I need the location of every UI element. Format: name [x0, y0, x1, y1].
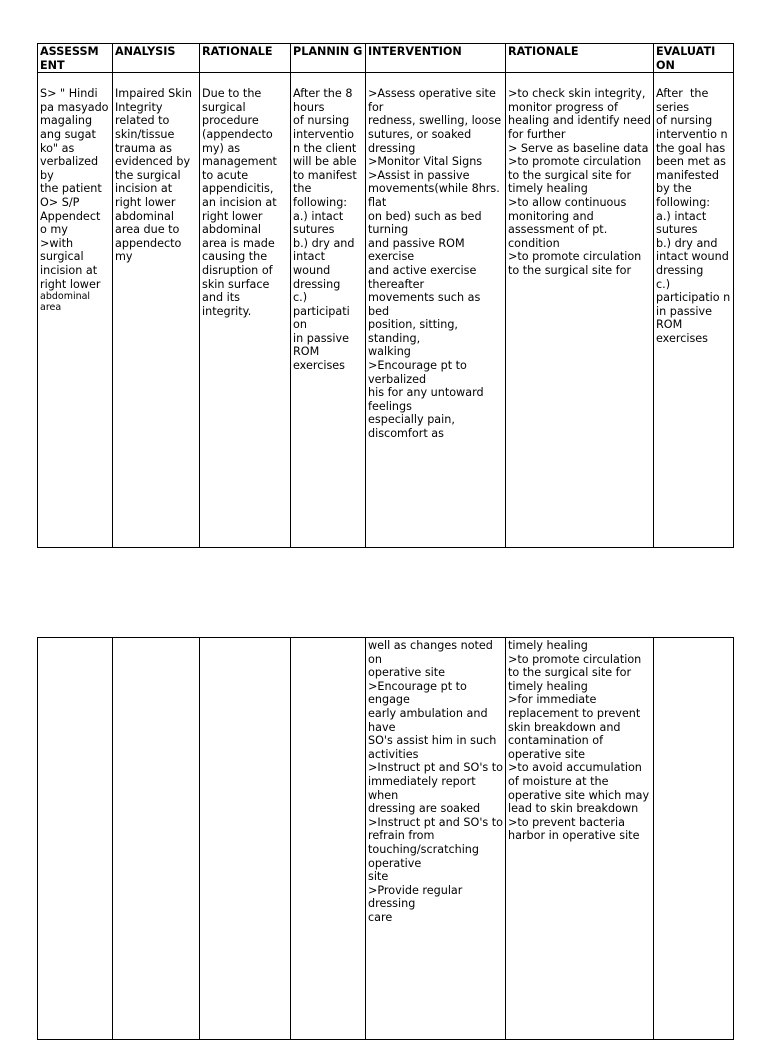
- planning-line: c.) participati on: [293, 291, 354, 332]
- planning-line: b.) dry and intact wound dressing: [293, 236, 359, 291]
- header-intervention: INTERVENTION: [366, 44, 506, 73]
- evaluation-cell: [654, 73, 734, 548]
- assessment-line-small: abdominal area: [40, 291, 94, 314]
- evaluation-line: b.) dry and intact wound dressing: [656, 236, 733, 277]
- rationale-2-line: >to promote circulation to the surgical site for: [508, 250, 645, 277]
- rationale-cell: [200, 638, 291, 1040]
- intervention-line: >Instruct pt and SO's to: [368, 761, 504, 775]
- assessment-cell: [38, 638, 113, 1040]
- evaluation-cell: [654, 638, 734, 1040]
- planning-line: a.) intact sutures: [293, 209, 347, 237]
- assessment-line: right lower: [40, 277, 101, 291]
- rationale-2-line: >to check skin integrity, monitor progress of healing and identify need for further: [508, 87, 655, 141]
- planning-line: of nursing interventio n the client will be able to manifest the following:: [293, 114, 361, 209]
- intervention-line: and active exercise thereafter: [368, 263, 480, 291]
- header-rationale-2: RATIONALE: [506, 44, 654, 73]
- intervention-line: immediately report when: [368, 774, 480, 802]
- intervention-line: >Assess operative site for: [368, 87, 500, 114]
- intervention-line: SO's assist him in such: [368, 734, 497, 748]
- planning-line: After the 8 hours: [293, 87, 357, 114]
- rationale-cell: [200, 73, 291, 548]
- assessment-line: O> S/P Appendect o my: [40, 195, 104, 237]
- analysis-cell: [113, 73, 200, 548]
- assessment-line: the patient: [40, 182, 102, 196]
- intervention-line: site: [368, 870, 389, 884]
- intervention-cell: [366, 638, 506, 1040]
- planning-cell: [291, 638, 366, 1040]
- header-planning: PLANNIN G: [291, 44, 366, 73]
- rationale-2-line: >to promote circulation to the surgical site for timely healing: [508, 652, 645, 693]
- care-plan-table-top: [37, 43, 734, 548]
- intervention-line: redness, swelling, loose: [368, 114, 502, 128]
- intervention-line: refrain from touching/scratching operative: [368, 829, 483, 870]
- intervention-line: activities: [368, 747, 419, 761]
- analysis-cell: [113, 638, 200, 1040]
- intervention-line: on bed) such as bed turning: [368, 209, 486, 237]
- header-rationale: RATIONALE: [200, 44, 291, 73]
- rationale-2-line: timely healing: [508, 639, 588, 652]
- header-assessment: ASSESSM ENT: [38, 44, 113, 73]
- table-row: [38, 638, 734, 1040]
- evaluation-line: After the series: [656, 87, 712, 114]
- intervention-line: >Assist in passive movements(while 8hrs. flat: [368, 168, 504, 209]
- intervention-line: sutures, or soaked dressing: [368, 127, 475, 155]
- intervention-line: operative site: [368, 666, 446, 680]
- intervention-line: early ambulation and have: [368, 706, 492, 734]
- evaluation-line: a.) intact sutures: [656, 209, 710, 237]
- rationale-2-cell: [506, 73, 654, 548]
- intervention-line: dressing are soaked: [368, 802, 481, 816]
- rationale-2-line: >to prevent bacteria harbor in operative site: [508, 815, 640, 843]
- rationale-text: Due to the surgical procedure (appendecto my) as management to acute appendicitis, an incision at right lower abdominal area is made causing the disruption of skin surface and its integrity.: [202, 87, 281, 318]
- intervention-line: >Provide regular dressing: [368, 883, 466, 911]
- intervention-line: >Encourage pt to verbalized: [368, 359, 471, 386]
- care-plan-table-continued: [37, 637, 734, 1040]
- intervention-line: >Instruct pt and SO's to: [368, 815, 504, 829]
- intervention-line: position, sitting, standing,: [368, 318, 462, 345]
- header-analysis: ANALYSIS: [113, 44, 200, 73]
- intervention-line: and passive ROM exercise: [368, 236, 469, 264]
- assessment-line: >with surgical incision at: [40, 236, 98, 277]
- evaluation-line: in passive ROM exercises: [656, 304, 716, 345]
- intervention-line: movements such as bed: [368, 291, 484, 318]
- planning-cell: [291, 73, 366, 548]
- rationale-2-line: >to avoid accumulation of moisture at the operative site which may lead to skin breakdown: [508, 761, 653, 816]
- intervention-line: his for any untoward feelings: [368, 386, 488, 413]
- analysis-text: Impaired Skin Integrity related to skin/tissue trauma as evidenced by the surgical incision at right lower abdominal area due to appendecto my: [115, 87, 196, 264]
- evaluation-line: c.) participatio n: [656, 277, 731, 305]
- table-row: [38, 73, 734, 548]
- planning-line: in passive ROM exercises: [293, 331, 353, 373]
- rationale-2-line: >to promote circulation to the surgical site for timely healing: [508, 155, 645, 196]
- evaluation-line: of nursing interventio n the goal has been met as manifested by the following:: [656, 114, 732, 209]
- rationale-2-cell: [506, 638, 654, 1040]
- intervention-line: >Encourage pt to engage: [368, 679, 471, 707]
- intervention-line: walking: [368, 345, 411, 359]
- assessment-cell: [38, 73, 113, 548]
- intervention-cell: [366, 73, 506, 548]
- intervention-line: >Monitor Vital Signs: [368, 155, 483, 169]
- header-row: [38, 44, 734, 73]
- intervention-line: care: [368, 910, 393, 924]
- intervention-line: well as changes noted on: [368, 639, 497, 666]
- intervention-line: especially pain, discomfort as: [368, 413, 459, 441]
- rationale-2-line: > Serve as baseline data: [508, 141, 649, 155]
- assessment-line: S> " Hindi pa masyado magaling ang sugat ko" as verbalized by: [40, 87, 113, 182]
- rationale-2-line: >to allow continuous monitoring and assessment of pt. condition: [508, 195, 630, 250]
- header-evaluation: EVALUATI ON: [654, 44, 734, 73]
- rationale-2-line: >for immediate replacement to prevent skin breakdown and contamination of operative site: [508, 693, 644, 761]
